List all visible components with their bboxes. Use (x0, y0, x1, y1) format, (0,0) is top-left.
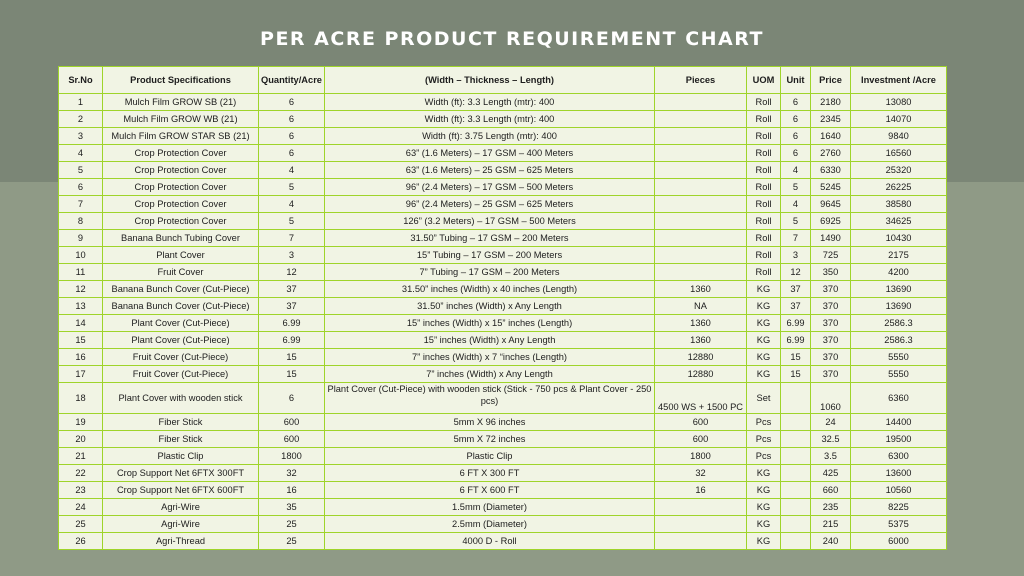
cell-dimensions: 7” inches (Width) x 7 “inches (Length) (325, 349, 655, 366)
cell-price: 370 (811, 366, 851, 383)
cell-product: Crop Protection Cover (103, 213, 259, 230)
table-row (59, 264, 947, 281)
table-row (59, 465, 947, 482)
table-row (59, 349, 947, 366)
cell-dimensions: 15” inches (Width) x Any Length (325, 332, 655, 349)
cell-sr-no: 23 (59, 482, 103, 499)
requirement-table-container (58, 66, 946, 550)
table-row (59, 213, 947, 230)
cell-product: Fiber Stick (103, 431, 259, 448)
cell-dimensions: Plastic Clip (325, 448, 655, 465)
cell-investment: 6360 (851, 383, 947, 414)
cell-unit (781, 414, 811, 431)
cell-investment: 16560 (851, 145, 947, 162)
cell-dimensions: 6 FT X 300 FT (325, 465, 655, 482)
header-dimensions: (Width – Thickness – Length) (325, 67, 655, 94)
cell-uom: Roll (747, 179, 781, 196)
cell-price: 370 (811, 332, 851, 349)
cell-product: Banana Bunch Tubing Cover (103, 230, 259, 247)
cell-price: 725 (811, 247, 851, 264)
cell-product: Fruit Cover (Cut-Piece) (103, 366, 259, 383)
cell-uom: Roll (747, 94, 781, 111)
page-title: PER ACRE PRODUCT REQUIREMENT CHART (260, 28, 764, 50)
cell-uom: Pcs (747, 414, 781, 431)
table-header-row (59, 67, 947, 94)
cell-unit: 6.99 (781, 332, 811, 349)
table-row (59, 332, 947, 349)
cell-investment: 10560 (851, 482, 947, 499)
cell-price: 5245 (811, 179, 851, 196)
cell-dimensions: 5mm X 96 inches (325, 414, 655, 431)
cell-uom: KG (747, 499, 781, 516)
cell-unit: 15 (781, 366, 811, 383)
cell-sr-no: 22 (59, 465, 103, 482)
cell-sr-no: 4 (59, 145, 103, 162)
cell-quantity: 25 (259, 516, 325, 533)
cell-price: 2180 (811, 94, 851, 111)
cell-dimensions: 96” (2.4 Meters) – 25 GSM – 625 Meters (325, 196, 655, 213)
cell-product: Banana Bunch Cover (Cut-Piece) (103, 281, 259, 298)
cell-price: 350 (811, 264, 851, 281)
cell-sr-no: 24 (59, 499, 103, 516)
cell-unit: 4 (781, 162, 811, 179)
cell-pieces (655, 111, 747, 128)
cell-unit: 37 (781, 281, 811, 298)
cell-uom: KG (747, 482, 781, 499)
cell-product: Plant Cover (103, 247, 259, 264)
cell-dimensions: 6 FT X 600 FT (325, 482, 655, 499)
cell-quantity: 6 (259, 383, 325, 414)
cell-dimensions: 7” Tubing – 17 GSM – 200 Meters (325, 264, 655, 281)
cell-quantity: 3 (259, 247, 325, 264)
cell-quantity: 15 (259, 366, 325, 383)
cell-uom: Roll (747, 230, 781, 247)
cell-dimensions: 1.5mm (Diameter) (325, 499, 655, 516)
cell-price: 1490 (811, 230, 851, 247)
cell-sr-no: 8 (59, 213, 103, 230)
cell-investment: 13600 (851, 465, 947, 482)
cell-sr-no: 21 (59, 448, 103, 465)
cell-investment: 13080 (851, 94, 947, 111)
table-row (59, 128, 947, 145)
cell-quantity: 6 (259, 128, 325, 145)
cell-investment: 34625 (851, 213, 947, 230)
cell-sr-no: 9 (59, 230, 103, 247)
cell-unit: 6 (781, 145, 811, 162)
cell-sr-no: 3 (59, 128, 103, 145)
cell-price: 1060 (811, 383, 851, 414)
cell-product: Mulch Film GROW STAR SB (21) (103, 128, 259, 145)
cell-pieces (655, 145, 747, 162)
cell-price: 2345 (811, 111, 851, 128)
cell-product: Fiber Stick (103, 414, 259, 431)
cell-price: 3.5 (811, 448, 851, 465)
cell-unit (781, 533, 811, 550)
cell-product: Crop Support Net 6FTX 300FT (103, 465, 259, 482)
cell-sr-no: 12 (59, 281, 103, 298)
cell-quantity: 1800 (259, 448, 325, 465)
cell-uom: KG (747, 332, 781, 349)
cell-dimensions: Width (ft): 3.3 Length (mtr): 400 (325, 111, 655, 128)
table-row (59, 111, 947, 128)
table-row (59, 179, 947, 196)
table-row (59, 281, 947, 298)
cell-product: Plant Cover (Cut-Piece) (103, 315, 259, 332)
table-row (59, 230, 947, 247)
header-quantity-acre: Quantity/Acre (259, 67, 325, 94)
header-product-specifications: Product Specifications (103, 67, 259, 94)
cell-quantity: 6.99 (259, 315, 325, 332)
cell-quantity: 6.99 (259, 332, 325, 349)
cell-uom: Pcs (747, 431, 781, 448)
cell-product: Agri-Wire (103, 516, 259, 533)
cell-dimensions: 126” (3.2 Meters) – 17 GSM – 500 Meters (325, 213, 655, 230)
cell-investment: 5550 (851, 349, 947, 366)
cell-pieces: 1800 (655, 448, 747, 465)
cell-unit (781, 499, 811, 516)
cell-uom: Roll (747, 213, 781, 230)
cell-pieces: 4500 WS + 1500 PC (655, 383, 747, 414)
table-row (59, 482, 947, 499)
cell-unit: 5 (781, 213, 811, 230)
cell-quantity: 4 (259, 162, 325, 179)
table-body (59, 94, 947, 550)
cell-investment: 4200 (851, 264, 947, 281)
cell-unit: 6.99 (781, 315, 811, 332)
cell-investment: 2586.3 (851, 315, 947, 332)
cell-pieces (655, 499, 747, 516)
cell-uom: KG (747, 533, 781, 550)
cell-price: 32.5 (811, 431, 851, 448)
cell-investment: 2586.3 (851, 332, 947, 349)
cell-price: 240 (811, 533, 851, 550)
cell-investment: 9840 (851, 128, 947, 145)
table-row (59, 298, 947, 315)
cell-price: 370 (811, 349, 851, 366)
cell-product: Banana Bunch Cover (Cut-Piece) (103, 298, 259, 315)
cell-product: Crop Support Net 6FTX 600FT (103, 482, 259, 499)
cell-investment: 13690 (851, 298, 947, 315)
cell-investment: 10430 (851, 230, 947, 247)
cell-sr-no: 16 (59, 349, 103, 366)
cell-quantity: 600 (259, 431, 325, 448)
cell-pieces: 1360 (655, 332, 747, 349)
table-row (59, 366, 947, 383)
cell-uom: Roll (747, 247, 781, 264)
cell-sr-no: 18 (59, 383, 103, 414)
cell-product: Agri-Thread (103, 533, 259, 550)
cell-quantity: 25 (259, 533, 325, 550)
cell-investment: 26225 (851, 179, 947, 196)
cell-price: 9645 (811, 196, 851, 213)
cell-price: 2760 (811, 145, 851, 162)
cell-product: Agri-Wire (103, 499, 259, 516)
cell-pieces (655, 264, 747, 281)
cell-price: 370 (811, 281, 851, 298)
cell-investment: 5550 (851, 366, 947, 383)
cell-uom: KG (747, 516, 781, 533)
table-row (59, 94, 947, 111)
cell-unit: 6 (781, 128, 811, 145)
cell-unit: 4 (781, 196, 811, 213)
cell-product: Fruit Cover (103, 264, 259, 281)
cell-price: 370 (811, 298, 851, 315)
cell-pieces: 600 (655, 414, 747, 431)
cell-dimensions: 63” (1.6 Meters) – 17 GSM – 400 Meters (325, 145, 655, 162)
requirement-table (58, 66, 947, 550)
cell-unit: 3 (781, 247, 811, 264)
cell-investment: 5375 (851, 516, 947, 533)
cell-pieces (655, 162, 747, 179)
cell-uom: KG (747, 465, 781, 482)
cell-pieces (655, 128, 747, 145)
table-row (59, 414, 947, 431)
cell-quantity: 6 (259, 145, 325, 162)
cell-pieces: NA (655, 298, 747, 315)
cell-sr-no: 6 (59, 179, 103, 196)
cell-pieces (655, 230, 747, 247)
cell-investment: 19500 (851, 431, 947, 448)
cell-price: 24 (811, 414, 851, 431)
cell-sr-no: 13 (59, 298, 103, 315)
cell-unit (781, 383, 811, 414)
cell-uom: Roll (747, 264, 781, 281)
cell-pieces (655, 94, 747, 111)
cell-unit: 15 (781, 349, 811, 366)
table-row (59, 448, 947, 465)
cell-dimensions: Width (ft): 3.3 Length (mtr): 400 (325, 94, 655, 111)
cell-product: Fruit Cover (Cut-Piece) (103, 349, 259, 366)
cell-sr-no: 11 (59, 264, 103, 281)
cell-sr-no: 15 (59, 332, 103, 349)
cell-pieces: 600 (655, 431, 747, 448)
table-row (59, 145, 947, 162)
cell-price: 370 (811, 315, 851, 332)
cell-investment: 25320 (851, 162, 947, 179)
cell-product: Crop Protection Cover (103, 196, 259, 213)
cell-quantity: 32 (259, 465, 325, 482)
cell-unit (781, 431, 811, 448)
cell-price: 235 (811, 499, 851, 516)
cell-investment: 38580 (851, 196, 947, 213)
cell-uom: Pcs (747, 448, 781, 465)
cell-uom: Roll (747, 145, 781, 162)
cell-pieces: 1360 (655, 315, 747, 332)
cell-uom: Roll (747, 128, 781, 145)
cell-price: 425 (811, 465, 851, 482)
cell-sr-no: 14 (59, 315, 103, 332)
cell-investment: 2175 (851, 247, 947, 264)
cell-product: Crop Protection Cover (103, 145, 259, 162)
table-row (59, 533, 947, 550)
cell-investment: 8225 (851, 499, 947, 516)
cell-unit (781, 516, 811, 533)
cell-quantity: 4 (259, 196, 325, 213)
cell-sr-no: 1 (59, 94, 103, 111)
table-row (59, 499, 947, 516)
cell-uom: KG (747, 298, 781, 315)
header-unit: Unit (781, 67, 811, 94)
table-row (59, 247, 947, 264)
cell-quantity: 12 (259, 264, 325, 281)
cell-investment: 6000 (851, 533, 947, 550)
cell-sr-no: 2 (59, 111, 103, 128)
header-investment-acre: Investment /Acre (851, 67, 947, 94)
cell-quantity: 6 (259, 111, 325, 128)
cell-uom: Roll (747, 162, 781, 179)
cell-quantity: 35 (259, 499, 325, 516)
cell-uom: Roll (747, 196, 781, 213)
cell-dimensions: 63” (1.6 Meters) – 25 GSM – 625 Meters (325, 162, 655, 179)
cell-product: Plant Cover (Cut-Piece) (103, 332, 259, 349)
cell-uom: KG (747, 315, 781, 332)
table-row (59, 315, 947, 332)
cell-pieces: 12880 (655, 349, 747, 366)
cell-dimensions: 31.50” Tubing – 17 GSM – 200 Meters (325, 230, 655, 247)
cell-unit: 6 (781, 111, 811, 128)
cell-pieces (655, 213, 747, 230)
cell-dimensions: 5mm X 72 inches (325, 431, 655, 448)
cell-product: Mulch Film GROW SB (21) (103, 94, 259, 111)
cell-price: 215 (811, 516, 851, 533)
cell-product: Crop Protection Cover (103, 162, 259, 179)
cell-unit: 7 (781, 230, 811, 247)
cell-sr-no: 25 (59, 516, 103, 533)
cell-uom: KG (747, 349, 781, 366)
cell-sr-no: 20 (59, 431, 103, 448)
cell-quantity: 600 (259, 414, 325, 431)
cell-uom: KG (747, 281, 781, 298)
cell-product: Plant Cover with wooden stick (103, 383, 259, 414)
cell-sr-no: 17 (59, 366, 103, 383)
cell-pieces (655, 179, 747, 196)
cell-pieces: 32 (655, 465, 747, 482)
cell-quantity: 15 (259, 349, 325, 366)
cell-dimensions: 15” Tubing – 17 GSM – 200 Meters (325, 247, 655, 264)
cell-pieces (655, 516, 747, 533)
cell-investment: 6300 (851, 448, 947, 465)
cell-dimensions: Plant Cover (Cut-Piece) with wooden stick (Stick - 750 pcs & Plant Cover - 250 pcs) (325, 383, 655, 414)
cell-dimensions: 31.50” inches (Width) x 40 inches (Length) (325, 281, 655, 298)
cell-sr-no: 5 (59, 162, 103, 179)
table-row (59, 516, 947, 533)
table-row (59, 196, 947, 213)
cell-sr-no: 19 (59, 414, 103, 431)
cell-pieces (655, 533, 747, 550)
cell-sr-no: 7 (59, 196, 103, 213)
cell-unit (781, 465, 811, 482)
cell-unit: 12 (781, 264, 811, 281)
table-row (59, 162, 947, 179)
cell-sr-no: 26 (59, 533, 103, 550)
cell-quantity: 37 (259, 298, 325, 315)
cell-pieces: 16 (655, 482, 747, 499)
header-pieces: Pieces (655, 67, 747, 94)
cell-investment: 13690 (851, 281, 947, 298)
cell-quantity: 37 (259, 281, 325, 298)
cell-product: Crop Protection Cover (103, 179, 259, 196)
cell-pieces: 1360 (655, 281, 747, 298)
cell-quantity: 6 (259, 94, 325, 111)
cell-uom: Set (747, 383, 781, 414)
cell-product: Mulch Film GROW WB (21) (103, 111, 259, 128)
header-sr-no: Sr.No (59, 67, 103, 94)
cell-pieces (655, 196, 747, 213)
cell-quantity: 7 (259, 230, 325, 247)
cell-quantity: 5 (259, 213, 325, 230)
cell-dimensions: 15” inches (Width) x 15” inches (Length) (325, 315, 655, 332)
cell-sr-no: 10 (59, 247, 103, 264)
cell-price: 6330 (811, 162, 851, 179)
cell-investment: 14070 (851, 111, 947, 128)
cell-investment: 14400 (851, 414, 947, 431)
header-uom: UOM (747, 67, 781, 94)
cell-unit (781, 448, 811, 465)
cell-unit (781, 482, 811, 499)
cell-price: 6925 (811, 213, 851, 230)
cell-dimensions: Width (ft): 3.75 Length (mtr): 400 (325, 128, 655, 145)
cell-product: Plastic Clip (103, 448, 259, 465)
cell-quantity: 5 (259, 179, 325, 196)
cell-pieces: 12880 (655, 366, 747, 383)
cell-pieces (655, 247, 747, 264)
cell-uom: Roll (747, 111, 781, 128)
header-price: Price (811, 67, 851, 94)
cell-uom: KG (747, 366, 781, 383)
cell-dimensions: 2.5mm (Diameter) (325, 516, 655, 533)
cell-quantity: 16 (259, 482, 325, 499)
cell-dimensions: 4000 D - Roll (325, 533, 655, 550)
cell-dimensions: 31.50” inches (Width) x Any Length (325, 298, 655, 315)
table-row (59, 383, 947, 414)
cell-price: 660 (811, 482, 851, 499)
cell-dimensions: 7” inches (Width) x Any Length (325, 366, 655, 383)
cell-unit: 5 (781, 179, 811, 196)
cell-dimensions: 96” (2.4 Meters) – 17 GSM – 500 Meters (325, 179, 655, 196)
cell-unit: 6 (781, 94, 811, 111)
cell-price: 1640 (811, 128, 851, 145)
cell-unit: 37 (781, 298, 811, 315)
table-row (59, 431, 947, 448)
